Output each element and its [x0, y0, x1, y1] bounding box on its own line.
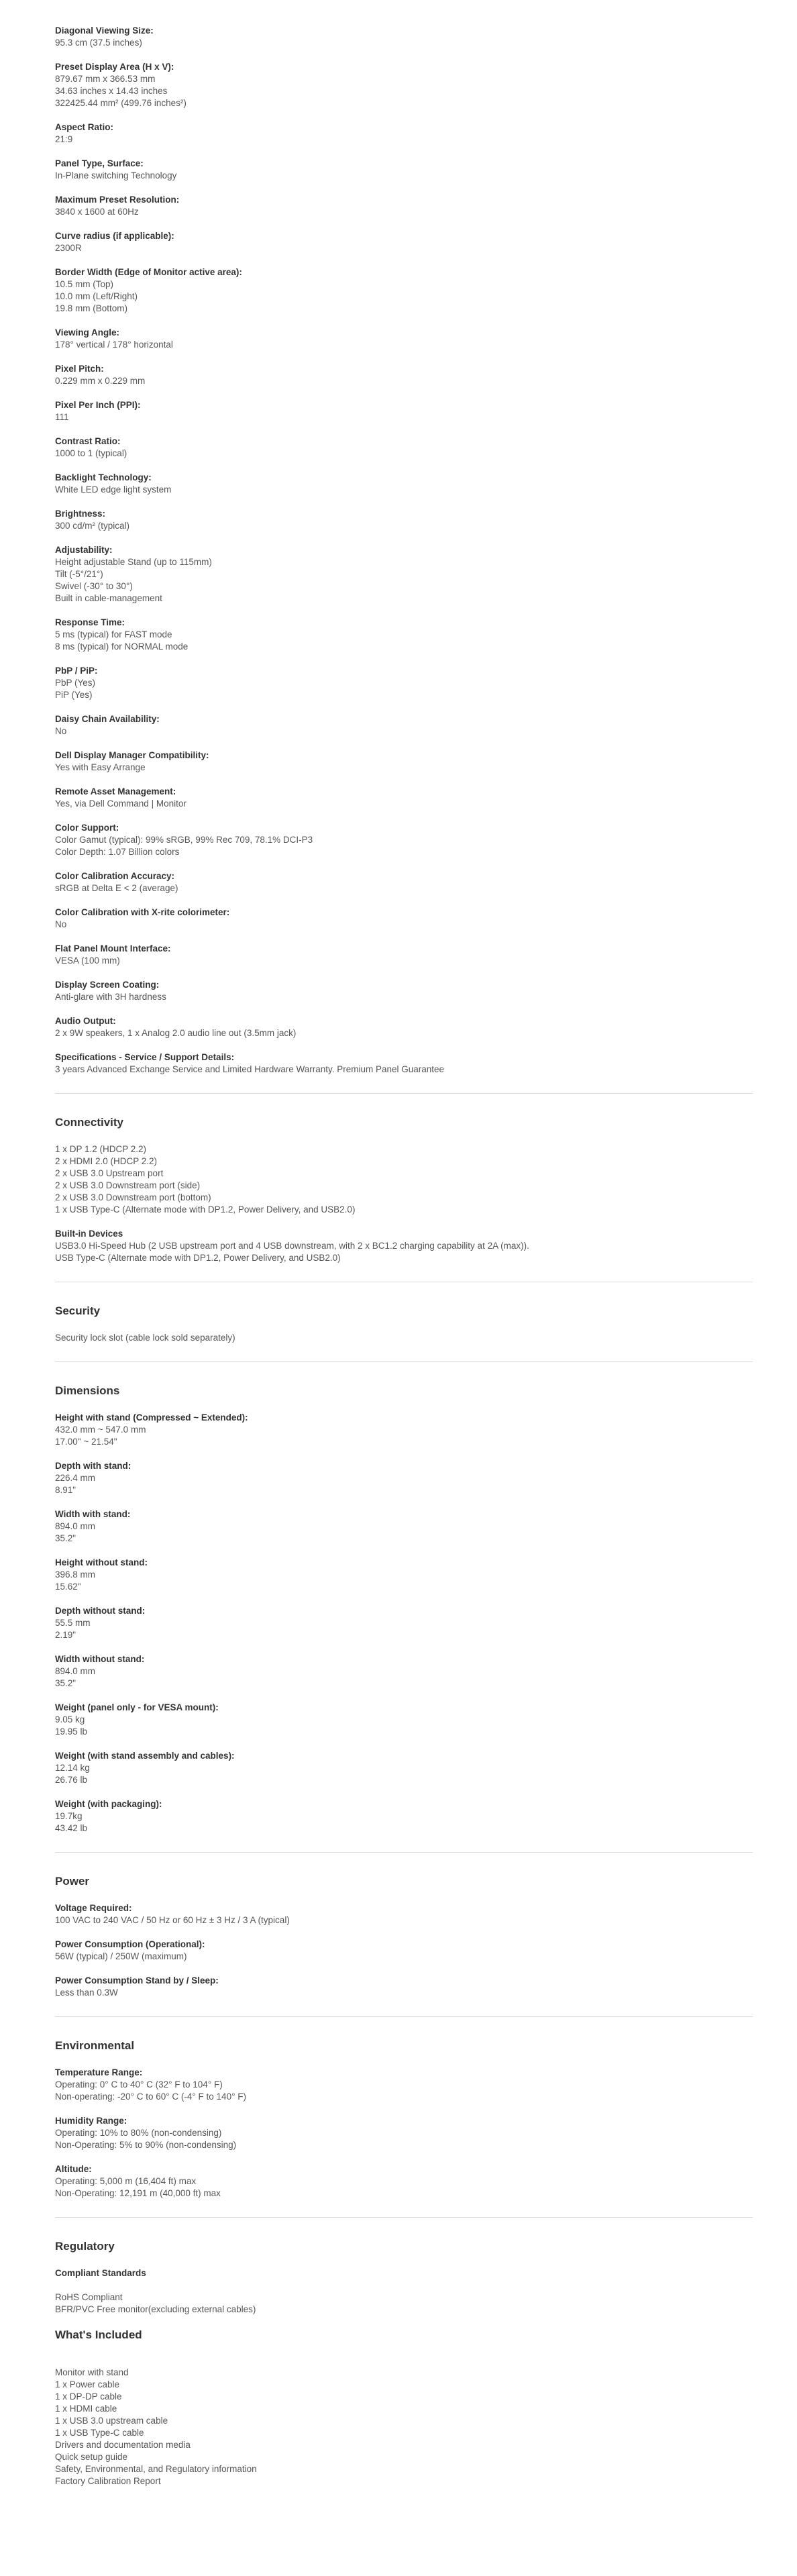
spec-label: Weight (with packaging): — [55, 1799, 162, 1809]
spec-value: No — [55, 919, 67, 929]
spec-value: PbP (Yes) — [55, 678, 96, 688]
list-item: 1 x USB Type-C cable — [55, 2428, 144, 2438]
list-item: Monitor with stand — [55, 2367, 129, 2377]
spec-value: 432.0 mm ~ 547.0 mm — [55, 1425, 146, 1435]
spec-label: Response Time: — [55, 617, 125, 627]
spec-value: 3840 x 1600 at 60Hz — [55, 207, 139, 217]
spec-item — [55, 1605, 753, 1641]
list-item: 1 x Power cable — [55, 2379, 120, 2389]
spec-label: Depth without stand: — [55, 1606, 146, 1616]
spec-item — [55, 472, 753, 496]
spec-item — [55, 979, 753, 1003]
spec-value: Color Gamut (typical): 99% sRGB, 99% Rec 709, 78.1% DCI-P3 — [55, 835, 313, 845]
spec-label: Maximum Preset Resolution: — [55, 195, 180, 205]
spec-value: 56W (typical) / 250W (maximum) — [55, 1951, 187, 1961]
spec-value: 8.91" — [55, 1485, 76, 1495]
spec-label: Width with stand: — [55, 1509, 131, 1519]
spec-label: Width without stand: — [55, 1654, 145, 1664]
section-title: Regulatory — [55, 2240, 115, 2253]
spec-item — [55, 266, 753, 315]
spec-value: USB3.0 Hi-Speed Hub (2 USB upstream port and 4 USB downstream, with 2 x BC1.2 charging capability at 2A (max)). — [55, 1241, 529, 1251]
spec-item — [55, 2267, 753, 2316]
spec-value: No — [55, 726, 67, 736]
spec-value: 3 years Advanced Exchange Service and Limited Hardware Warranty. Premium Panel Guarantee — [55, 1064, 445, 1074]
spec-item — [55, 1975, 753, 1999]
spec-item — [55, 194, 753, 218]
spec-value — [55, 2279, 753, 2291]
list-item: 1 x DP-DP cable — [55, 2391, 122, 2402]
spec-value: 2300R — [55, 243, 82, 253]
spec-value: 10.5 mm (Top) — [55, 279, 114, 289]
spec-value: 12.14 kg — [55, 1763, 90, 1773]
spec-item — [55, 1702, 753, 1738]
spec-value: Non-Operating: 5% to 90% (non-condensing) — [55, 2140, 237, 2150]
spec-item — [55, 907, 753, 931]
spec-value: 8 ms (typical) for NORMAL mode — [55, 641, 189, 652]
spec-value: 100 VAC to 240 VAC / 50 Hz or 60 Hz ± 3 Hz / 3 A (typical) — [55, 1915, 290, 1925]
spec-value: RoHS Compliant — [55, 2292, 123, 2302]
spec-item — [55, 1939, 753, 1963]
spec-value: 1000 to 1 (typical) — [55, 448, 127, 458]
spec-value: 35.2" — [55, 1678, 76, 1688]
spec-item — [55, 435, 753, 460]
spec-item — [55, 61, 753, 109]
spec-value: 2 x 9W speakers, 1 x Analog 2.0 audio line out (3.5mm jack) — [55, 1028, 297, 1038]
spec-value: 55.5 mm — [55, 1618, 91, 1628]
spec-item — [55, 544, 753, 605]
spec-item — [55, 1750, 753, 1786]
spec-label: Audio Output: — [55, 1016, 116, 1026]
spec-value: 21:9 — [55, 134, 73, 144]
list-item: 1 x HDMI cable — [55, 2404, 117, 2414]
spec-label: Contrast Ratio: — [55, 436, 121, 446]
spec-item — [55, 1460, 753, 1496]
spec-label: Height without stand: — [55, 1557, 148, 1567]
spec-value: 26.76 lb — [55, 1775, 88, 1785]
spec-value: Swivel (-30° to 30°) — [55, 581, 133, 591]
spec-label: Voltage Required: — [55, 1903, 132, 1913]
section-title: What's Included — [55, 2328, 142, 2341]
spec-label: Temperature Range: — [55, 2067, 143, 2077]
spec-label: Curve radius (if applicable): — [55, 231, 174, 241]
spec-value: 178° vertical / 178° horizontal — [55, 340, 173, 350]
spec-label: Built-in Devices — [55, 1229, 123, 1239]
spec-value: Yes with Easy Arrange — [55, 762, 146, 772]
spec-value: sRGB at Delta E < 2 (average) — [55, 883, 178, 893]
environmental-section — [55, 2039, 753, 2200]
spec-item — [55, 2163, 753, 2200]
section-title: Dimensions — [55, 1384, 120, 1397]
spec-label: Brightness: — [55, 509, 106, 519]
spec-item — [55, 750, 753, 774]
spec-value: Operating: 0° C to 40° C (32° F to 104° F) — [55, 2079, 223, 2090]
spec-value: Non-Operating: 12,191 m (40,000 ft) max — [55, 2188, 221, 2198]
spec-label: Weight (panel only - for VESA mount): — [55, 1702, 219, 1712]
spec-label: Depth with stand: — [55, 1461, 131, 1471]
spec-value: Tilt (-5°/21°) — [55, 569, 103, 579]
spec-label: Power Consumption Stand by / Sleep: — [55, 1975, 219, 1986]
spec-label: Flat Panel Mount Interface: — [55, 943, 171, 954]
list-item: 2 x USB 3.0 Downstream port (side) — [55, 1180, 201, 1190]
spec-item — [55, 1798, 753, 1835]
regulatory-section — [55, 2239, 753, 2316]
spec-item — [55, 822, 753, 858]
spec-item — [55, 25, 753, 49]
spec-label: Specifications - Service / Support Details: — [55, 1052, 235, 1062]
spec-label: Backlight Technology: — [55, 472, 152, 482]
dimensions-specs — [55, 1412, 753, 1835]
spec-value: 322425.44 mm² (499.76 inches²) — [55, 98, 187, 108]
spec-value: 894.0 mm — [55, 1521, 96, 1531]
spec-item — [55, 1412, 753, 1448]
spec-label: Remote Asset Management: — [55, 786, 176, 796]
spec-item — [55, 1508, 753, 1545]
spec-value: Operating: 10% to 80% (non-condensing) — [55, 2128, 222, 2138]
spec-label: Humidity Range: — [55, 2116, 127, 2126]
security-section — [55, 1304, 753, 1344]
spec-item — [55, 665, 753, 701]
spec-value: 17.00" ~ 21.54" — [55, 1437, 117, 1447]
connectivity-specs — [55, 1228, 753, 1264]
spec-label: Preset Display Area (H x V): — [55, 62, 174, 72]
spec-value: PiP (Yes) — [55, 690, 93, 700]
spec-label: Daisy Chain Availability: — [55, 714, 160, 724]
spec-label: Weight (with stand assembly and cables): — [55, 1751, 235, 1761]
spec-value: 226.4 mm — [55, 1473, 96, 1483]
spec-value: 19.95 lb — [55, 1727, 88, 1737]
connectivity-section — [55, 1115, 753, 1264]
spec-item — [55, 230, 753, 254]
spec-value: BFR/PVC Free monitor(excluding external cables) — [55, 2304, 256, 2314]
list-item: 1 x USB Type-C (Alternate mode with DP1.2, Power Delivery, and USB2.0) — [55, 1204, 356, 1215]
list-item: Quick setup guide — [55, 2452, 128, 2462]
power-specs — [55, 1902, 753, 1999]
list-item: Security lock slot (cable lock sold separately) — [55, 1333, 235, 1343]
spec-value: In-Plane switching Technology — [55, 170, 177, 181]
section-divider — [55, 2217, 753, 2218]
spec-label: Power Consumption (Operational): — [55, 1939, 205, 1949]
spec-value: 5 ms (typical) for FAST mode — [55, 629, 172, 639]
spec-item — [55, 1653, 753, 1690]
spec-item — [55, 399, 753, 423]
spec-value: Built in cable-management — [55, 593, 162, 603]
list-item: 2 x HDMI 2.0 (HDCP 2.2) — [55, 1156, 158, 1166]
spec-value: 43.42 lb — [55, 1823, 88, 1833]
spec-item — [55, 943, 753, 967]
spec-value: 9.05 kg — [55, 1714, 85, 1724]
spec-item — [55, 508, 753, 532]
section-title: Power — [55, 1875, 90, 1888]
list-item: 1 x DP 1.2 (HDCP 2.2) — [55, 1144, 147, 1154]
section-title: Environmental — [55, 2039, 135, 2052]
section-title: Connectivity — [55, 1116, 124, 1129]
connectivity-list — [55, 1143, 753, 1216]
spec-item — [55, 2067, 753, 2103]
spec-label: Height with stand (Compressed ~ Extended): — [55, 1412, 248, 1423]
spec-value: White LED edge light system — [55, 484, 172, 495]
spec-value: Anti-glare with 3H hardness — [55, 992, 166, 1002]
list-item: 1 x USB 3.0 upstream cable — [55, 2416, 168, 2426]
spec-value: USB Type-C (Alternate mode with DP1.2, Power Delivery, and USB2.0) — [55, 1253, 341, 1263]
spec-label: Display Screen Coating: — [55, 980, 160, 990]
list-item: Factory Calibration Report — [55, 2476, 161, 2486]
spec-label: PbP / PiP: — [55, 666, 98, 676]
spec-label: Aspect Ratio: — [55, 122, 114, 132]
environmental-specs — [55, 2067, 753, 2200]
spec-label: Diagonal Viewing Size: — [55, 25, 154, 36]
spec-value: 111 — [55, 412, 69, 422]
spec-label: Color Calibration Accuracy: — [55, 871, 175, 881]
list-item: 2 x USB 3.0 Downstream port (bottom) — [55, 1192, 211, 1202]
spec-label: Adjustability: — [55, 545, 113, 555]
spec-item — [55, 327, 753, 351]
spec-value: 35.2" — [55, 1533, 76, 1543]
section-divider — [55, 1852, 753, 1853]
spec-label: Pixel Pitch: — [55, 364, 104, 374]
spec-item — [55, 786, 753, 810]
spec-item — [55, 121, 753, 146]
spec-value: 879.67 mm x 366.53 mm — [55, 74, 156, 84]
spec-label: Color Support: — [55, 823, 119, 833]
spec-value: 396.8 mm — [55, 1569, 96, 1580]
security-list — [55, 1332, 753, 1344]
spec-item — [55, 1902, 753, 1926]
spec-value: Color Depth: 1.07 Billion colors — [55, 847, 180, 857]
spec-label: Viewing Angle: — [55, 327, 120, 338]
included-list — [55, 2367, 753, 2487]
spec-value: Non-operating: -20° C to 60° C (-4° F to 140° F) — [55, 2092, 246, 2102]
spec-value: VESA (100 mm) — [55, 956, 120, 966]
spec-item — [55, 617, 753, 653]
list-item: 2 x USB 3.0 Upstream port — [55, 1168, 164, 1178]
spec-value: 15.62" — [55, 1582, 81, 1592]
spec-value: 19.8 mm (Bottom) — [55, 303, 128, 313]
spec-label: Dell Display Manager Compatibility: — [55, 750, 209, 760]
section-divider — [55, 1093, 753, 1094]
spec-value: Less than 0.3W — [55, 1988, 118, 1998]
power-section — [55, 1874, 753, 1999]
spec-label: Altitude: — [55, 2164, 92, 2174]
spec-item — [55, 1051, 753, 1076]
spec-item — [55, 158, 753, 182]
list-item: Drivers and documentation media — [55, 2440, 191, 2450]
dimensions-section — [55, 1384, 753, 1835]
spec-value: 19.7kg — [55, 1811, 83, 1821]
spec-value: Operating: 5,000 m (16,404 ft) max — [55, 2176, 197, 2186]
spec-item — [55, 1228, 753, 1264]
spec-value: 894.0 mm — [55, 1666, 96, 1676]
section-title: Security — [55, 1304, 101, 1317]
display-specs-section — [55, 25, 753, 1076]
spec-label: Panel Type, Surface: — [55, 158, 144, 168]
spec-value: 34.63 inches x 14.43 inches — [55, 86, 168, 96]
regulatory-specs — [55, 2267, 753, 2316]
spec-label: Color Calibration with X-rite colorimeter: — [55, 907, 230, 917]
spec-item — [55, 870, 753, 894]
spec-label: Compliant Standards — [55, 2268, 146, 2278]
spec-item — [55, 1557, 753, 1593]
spec-value: 300 cd/m² (typical) — [55, 521, 130, 531]
spec-label: Pixel Per Inch (PPI): — [55, 400, 141, 410]
spec-item — [55, 2115, 753, 2151]
section-divider — [55, 2016, 753, 2017]
spec-item — [55, 363, 753, 387]
spec-item — [55, 1015, 753, 1039]
spec-label: Border Width (Edge of Monitor active area): — [55, 267, 242, 277]
spec-item — [55, 713, 753, 737]
spec-value: Yes, via Dell Command | Monitor — [55, 798, 187, 809]
spec-value: 95.3 cm (37.5 inches) — [55, 38, 142, 48]
spec-value: Height adjustable Stand (up to 115mm) — [55, 557, 212, 567]
list-item: Safety, Environmental, and Regulatory information — [55, 2464, 257, 2474]
spec-value: 0.229 mm x 0.229 mm — [55, 376, 146, 386]
spec-value: 2.19" — [55, 1630, 76, 1640]
section-divider — [55, 1361, 753, 1362]
whats-included-section — [55, 2328, 753, 2487]
spec-value: 10.0 mm (Left/Right) — [55, 291, 138, 301]
